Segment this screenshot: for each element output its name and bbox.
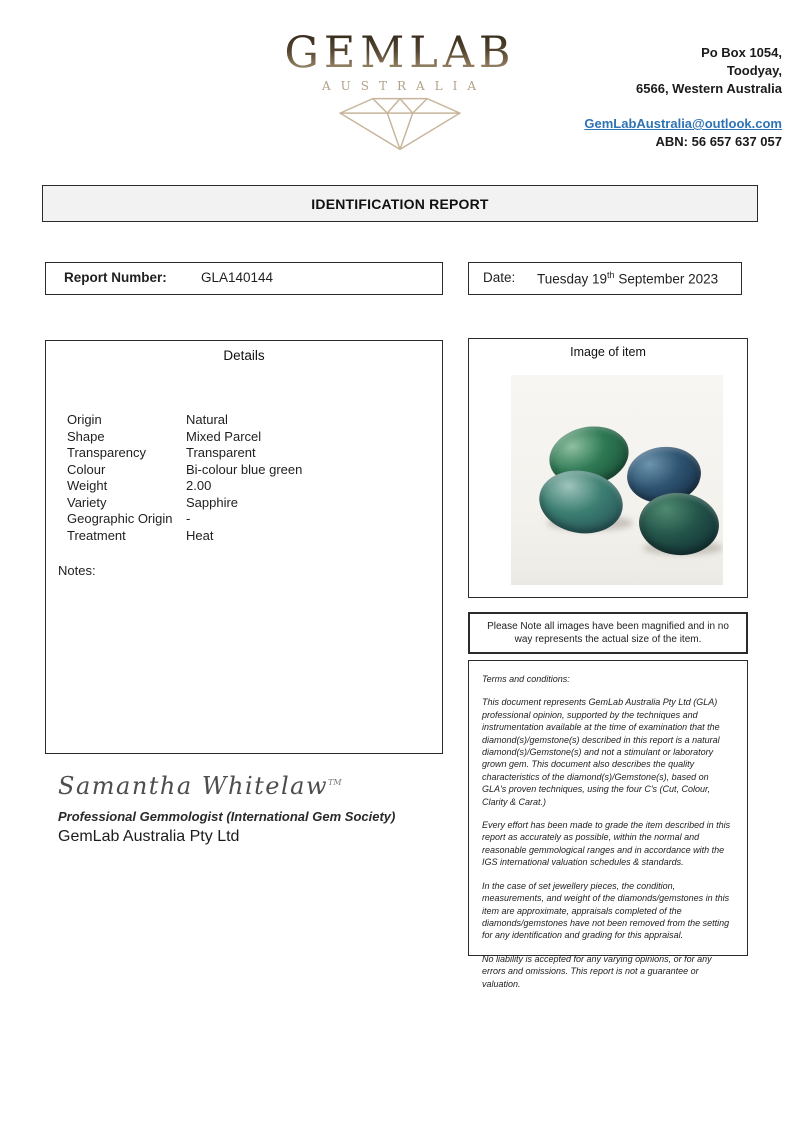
detail-row-geographic-origin: Geographic Origin -: [67, 511, 191, 526]
magnified-note-box: [468, 612, 748, 654]
diamond-outline-icon: [260, 95, 540, 158]
signatory-title: Professional Gemmologist (International Gem Society): [58, 809, 396, 824]
company-address-block: [552, 44, 782, 151]
terms-paragraph-4: No liability is accepted for any varying opinions, or for any errors and omissions. This report is not a guarantee or valuation.: [482, 953, 712, 989]
report-number-box: [45, 262, 443, 295]
gem-photo: [511, 375, 723, 585]
terms-and-conditions-panel: [468, 660, 748, 989]
terms-paragraph-3: In the case of set jewellery pieces, the condition, measurements, and weight of the diamonds/gemstones in this item are approximate, appraisals completed of the diamonds/gemstones have not been removed from the setting for any identification and grading for this appraisal.: [482, 880, 730, 941]
terms-paragraph-1: This document represents GemLab Australia Pty Ltd (GLA) professional opinion, supported by the techniques and instrumentation available at the time of examination that the diamond(s)/gemstone(s) described in this report is a natural diamond(s)/Gemstone(s) and not a stimulant or laboratory grown gem. This document also describes the quality characteristics of the diamond(s)/Gemstone(s), based on GLA's proven techniques, using the four C's (Cut, Colour, Clarity & Carat.): [482, 697, 720, 807]
date-label: Date:: [483, 270, 516, 285]
detail-row-variety: Variety Sapphire: [67, 494, 239, 510]
detail-row-weight: Weight 2.00: [67, 478, 212, 493]
detail-row-transparency: Transparency Transparent: [67, 445, 256, 460]
magnified-note-text: Please Note all images have been magnified and in no way represents the actual size of the item.: [487, 621, 729, 645]
detail-row-colour: Colour Bi-colour blue green: [67, 461, 303, 477]
report-title-bar: [42, 185, 758, 222]
logo-subtitle: AUSTRALIA: [321, 79, 487, 93]
notes-label: Notes:: [58, 563, 96, 578]
terms-paragraph-2: Every effort has been made to grade the item described in this report as accurately as possible, within the normal and reasonable gemmological ranges and in accordance with the IGS international valuation schedules & standards.: [482, 820, 731, 868]
abn-text: ABN: 56 657 637 057: [655, 134, 782, 149]
address-line: Po Box 1054,: [701, 45, 782, 60]
address-line: 6566, Western Australia: [636, 81, 782, 96]
signatory-company: GemLab Australia Pty Ltd: [58, 828, 240, 845]
details-panel-title: Details: [223, 348, 265, 363]
signature-name: Samantha Whitelaw™: [58, 772, 342, 800]
image-panel-title: Image of item: [570, 345, 646, 359]
signature-block: [58, 772, 438, 846]
report-number-value: GLA140144: [201, 270, 274, 285]
address-line: Toodyay,: [726, 63, 782, 78]
trademark-mark: TM: [328, 778, 342, 787]
report-number-label: Report Number:: [64, 270, 167, 285]
detail-row-treatment: Treatment Heat: [67, 527, 214, 543]
email-link[interactable]: GemLabAustralia@outlook.com: [584, 116, 782, 131]
details-panel: [45, 340, 443, 754]
detail-row-shape: Shape Mixed Parcel: [67, 428, 262, 444]
details-rows: [67, 412, 427, 544]
report-date-box: [468, 262, 742, 295]
image-of-item-panel: [468, 338, 748, 598]
logo-wordmark: GEMLAB: [260, 30, 540, 76]
detail-row-origin: Origin Natural: [67, 412, 228, 427]
terms-title: Terms and conditions:: [482, 674, 570, 684]
date-value: Tuesday 19th September 2023: [537, 270, 719, 287]
page-title: IDENTIFICATION REPORT: [311, 195, 489, 212]
gemlab-logo: [260, 30, 540, 158]
